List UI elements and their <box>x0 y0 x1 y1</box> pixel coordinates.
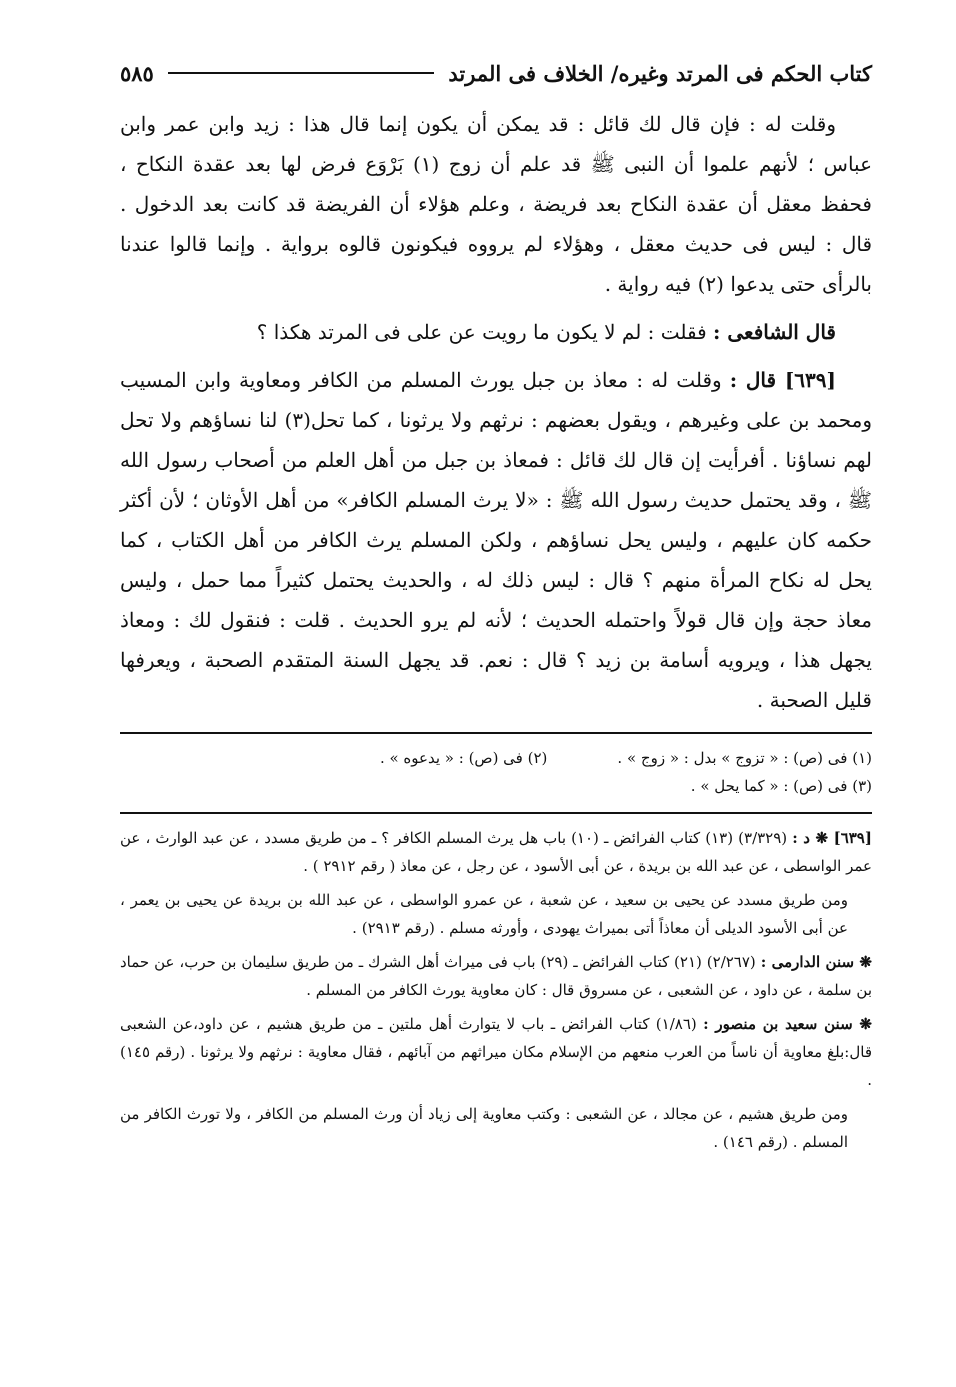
takhrij-entry-1-lead: [٦٣٩] ❋ د : <box>792 829 872 847</box>
takhrij-entry-5 <box>120 1100 872 1156</box>
footnote-separator <box>120 732 872 734</box>
takhrij-entry-1-text: (٣/٣٢٩) (١٣) كتاب الفرائض ـ (١٠) باب هل يرث المسلم الكافر ؟ ـ من طريق مسدد ، عن عبد الوارث ، عن عمر الواسطى ، عن عبد الله بن بريدة ، عن أبى الأسود ، عن رجل ، عن معاذ ( رقم ٢٩١٢ ) . <box>120 829 872 875</box>
takhrij-entry-1 <box>120 824 872 880</box>
header-title: كتاب الحكم فى المرتد وغيره/ الخلاف فى المرتد <box>448 60 872 86</box>
paragraph-1 <box>120 104 872 304</box>
takhrij-entry-4-text: (١/٨٦) كتاب الفرائض ـ باب لا يتوارث أهل ملتين ـ من طريق هشيم ، عن داود،عن الشعبى قال:بلغ معاوية أن ناساً من العرب منعهم من الإسلام مكان ميراثهم من آبائهم ، فقال معاوية : نرثهم ولا يرثونا . (رقم ١٤٥) . <box>120 1015 872 1089</box>
paragraph-3-text: وقلت له : معاذ بن جبل يورث المسلم من الكافر ومعاوية وابن المسيب ومحمد بن على وغيرهم ، ويقول بعضهم : نرثهم ولا يرثونا ، كما تحل(٣) لنا نساؤهم ولا تحل لهم نساؤنا . أفرأيت إن قال لك قائل : فمعاذ بن جبل من أهل العلم من أصحاب رسول الله ﷺ ، وقد يحتمل حديث رسول الله ﷺ : «لا يرث المسلم الكافر» من أهل الأوثان ؛ لأن أكثر حكمه كان عليهم ، وليس يحل نساؤهم ، ولكن المسلم يرث الكافر من أهل الكتاب ، كما يحل له نكاح المرأة منهم ؟ قال : ليس ذلك له ، والحديث يحتمل كثيراً مما حمل ، وليس معاذ حجة وإن قال قولاً واحتمله الحديث ؛ لأنه لم يرو الحديث . قلت : فنقول لك : ومعاذ يجهل هذا ، ويرويه أسامة بن زيد ؟ قال : نعم. قد يجهل السنة المتقدم الصحبة ، ويعرفها قليل الصحبة . <box>120 368 872 712</box>
takhrij-entry-4-lead: ❋ سنن سعيد بن منصور : <box>703 1015 872 1033</box>
footnote-3: (٣) فى (ص) : « كما يحل » . <box>690 777 872 795</box>
paragraph-1-text: وقلت له : فإن قال لك قائل : قد يمكن أن يكون إنما قال هذا : زيد وابن عمر وابن عباس ؛ لأنهم علموا أن النبى ﷺ قد علم أن زوج (١) بَرْوَع فرض لها بعد عقدة النكاح ، فحفظ معقل أن عقدة النكاح بعد فريضة ، وعلم هؤلاء أن الفريضة قد كانت بعد الدخول . قال : ليس فى حديث معقل ، وهؤلاء لم يرووه فيكونون قالوه برواية . وإنما قالوا عندنا بالرأى حتى يدعوا (٢) فيه رواية . <box>120 112 873 296</box>
takhrij-notes <box>120 824 872 1156</box>
running-header <box>120 48 872 98</box>
book-page <box>120 48 872 1162</box>
footnotes <box>120 744 872 800</box>
takhrij-entry-5-text: ومن طريق هشيم ، عن مجالد ، عن الشعبى : وكتب معاوية إلى زياد أن ورث المسلم من الكافر ، ولا تورث الكافر من المسلم . (رقم ١٤٦) . <box>120 1105 848 1151</box>
takhrij-entry-3 <box>120 948 872 1004</box>
takhrij-separator <box>120 812 872 814</box>
takhrij-entry-2-text: ومن طريق مسدد عن يحيى بن سعيد ، عن شعبة ، عن عمرو الواسطى ، عن عبد الله بن بريدة عن يحيى بن يعمر ، عن أبى الأسود الديلى أن معاذاً أتى بميراث يهودى ، وأورثه مسلم . (رقم ٢٩١٣) . <box>120 891 848 937</box>
footnote-2: (٢) فى (ص) : « يدعوه » . <box>379 749 548 767</box>
takhrij-entry-3-text: (٢/٢٦٧) (٢١) كتاب الفرائض ـ (٢٩) باب فى ميراث أهل الشرك ـ من طريق سليمان بن حرب، عن حماد بن سلمة ، عن داود ، عن الشعبى ، عن مسروق قال : كان معاوية يورث الكافر من المسلم . <box>120 953 872 999</box>
footnote-row-1 <box>120 744 872 772</box>
header-rule <box>168 72 435 74</box>
page-number: ٥٨٥ <box>120 60 154 86</box>
paragraph-3 <box>120 360 872 720</box>
paragraph-2 <box>120 312 872 352</box>
paragraph-3-lead: [٦٣٩] قال : <box>729 368 836 392</box>
paragraph-2-text: فقلت : لم لا يكون ما رويت عن على فى المرتد هكذا ؟ <box>256 320 707 344</box>
main-text <box>120 104 872 720</box>
takhrij-entry-3-lead: ❋ سنن الدارمى : <box>760 953 872 971</box>
takhrij-entry-2 <box>120 886 872 942</box>
paragraph-2-lead: قال الشافعى : <box>713 320 836 344</box>
takhrij-entry-4 <box>120 1010 872 1094</box>
footnote-1: (١) فى (ص) : « تزوج » بدل : « زوج » . <box>617 749 872 767</box>
